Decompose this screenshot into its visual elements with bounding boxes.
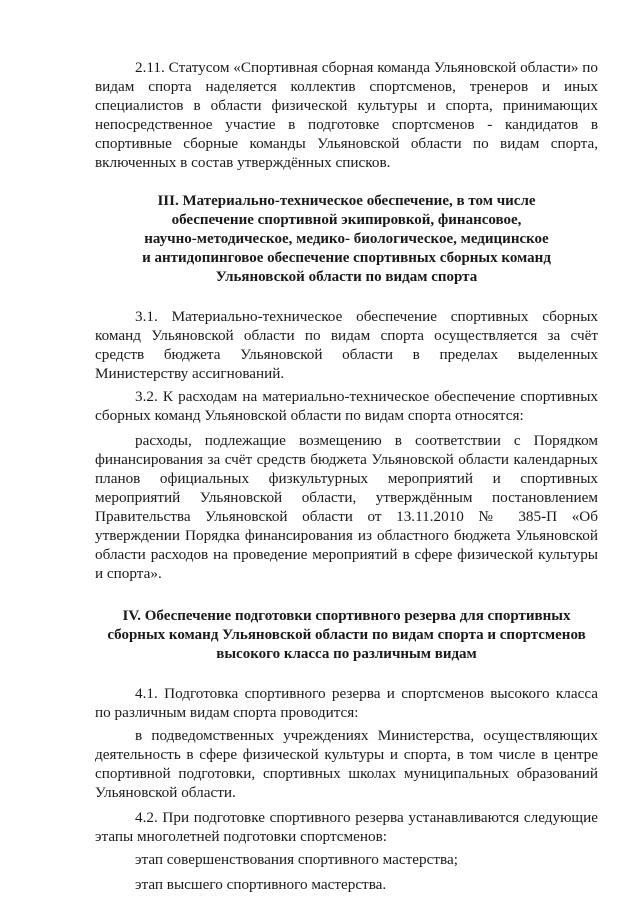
spacer [95, 287, 598, 307]
section-4-heading-line: высокого класса по различным видам [216, 646, 477, 662]
spacer [95, 172, 598, 192]
section-3-heading-line: обеспечение спортивной экипировкой, финансовое, [171, 212, 522, 228]
stage-item: этап совершенствования спортивного мастерства; [135, 851, 458, 868]
section-4-heading [95, 607, 598, 664]
paragraph-3-1: 3.1. Материально-техническое обеспечение спортивных сборных команд Ульяновской области по видам спорта осуществляется за счёт средств бюджета Ульяновской области в пределах выделенных Министерству ассигнований. [95, 308, 598, 382]
section-3-heading-line: III. Материально-техническое обеспечение, в том числе [157, 193, 536, 209]
section-4-heading-line: IV. Обеспечение подготовки спортивного резерва для спортивных [122, 608, 571, 624]
paragraph-institutions: в подведомственных учреждениях Министерства, осуществляющих деятельность в сфере физической культуры и спорта, в том числе в центре спортивной подготовки, спортивных школах муниципальных образований Ульяновской области. [95, 727, 598, 801]
paragraph-2-11: 2.11. Статусом «Спортивная сборная команда Ульяновской области» по видам спорта наделяется коллектив спортсменов, тренеров и иных специалистов в области физической культуры и спорта, принимающих непосредственное участие в подготовке спортсменов - кандидатов в спортивные сборные команды Ульяновской области по видам спорта, включенных в состав утверждённых списков. [95, 59, 598, 171]
paragraph-3-2: 3.2. К расходам на материально-техническое обеспечение спортивных сборных команд Ульяновской области по видам спорта относятся: [95, 388, 598, 424]
section-3-heading-line: и антидопинговое обеспечение спортивных сборных команд [142, 250, 551, 266]
spacer [95, 664, 598, 684]
paragraph-4-1: 4.1. Подготовка спортивного резерва и спортсменов высокого класса по различным видам спорта проводится: [95, 685, 598, 721]
section-4-heading-line: сборных команд Ульяновской области по видам спорта и спортсменов [107, 627, 586, 643]
section-3-heading-line: Ульяновской области по видам спорта [215, 269, 478, 285]
paragraph-expenses: расходы, подлежащие возмещению в соответствии с Порядком финансирования за счёт средств бюджета Ульяновской области календарных планов официальных физкультурных мероприятий и спортивных мероприятий Ульяновской области, утверждённым постановлением Правительства Ульяновской области от 13.11.2010 № 385-П «Об утверждении Порядка финансирования из областного бюджета Ульяновской области расходов на проведение мероприятий в сфере физической культуры и спорта». [95, 432, 598, 582]
paragraph-4-2: 4.2. При подготовке спортивного резерва устанавливаются следующие этапы многолетней подготовки спортсменов: [95, 809, 598, 845]
section-3-heading-line: научно-методическое, медико- биологическое, медицинское [144, 231, 549, 247]
stage-item: этап высшего спортивного мастерства. [135, 876, 387, 893]
spacer [95, 583, 598, 603]
document-page [95, 58, 598, 894]
section-3-heading [95, 192, 598, 287]
